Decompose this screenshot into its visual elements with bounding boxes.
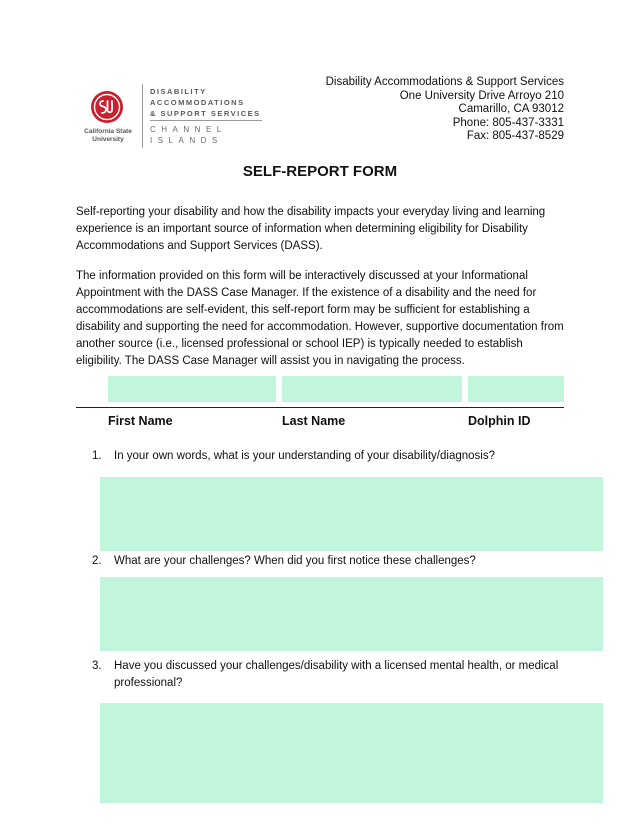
logo-rule	[150, 120, 262, 121]
logo-divider	[142, 84, 143, 148]
question-text: Have you discussed your challenges/disability with a licensed mental health, or medical professional?	[114, 660, 559, 689]
question-text: What are your challenges? When did you first notice these challenges?	[114, 555, 476, 567]
first-name-label: First Name	[108, 414, 173, 428]
logo-dept-line: DISABILITY	[150, 87, 207, 96]
address-phone: Phone: 805-437-3331	[452, 116, 564, 129]
answer-field-1[interactable]	[100, 477, 603, 551]
intro-paragraph: The information provided on this form will be interactively discussed at your Informational Appointment with the DASS Case Manager. If the existence of a disability and the need for accommodations are self-evident, this self-report form may be sufficient for establishing a disability and supporting the need for accommodation. However, supportive documentation from another source (i.e., licensed professional or school IEP) is typically needed to establish eligibility. The DASS Case Manager will assist you in navigating the process.	[76, 270, 564, 367]
question-number: 1.	[92, 450, 102, 462]
intro-paragraph: Self-reporting your disability and how the disability impacts your everyday living and learning experience is an important source of information when determining eligibility for Disability Accommodations and Support Services (DASS).	[76, 206, 546, 252]
address-line: One University Drive Arroyo 210	[399, 89, 564, 102]
question-number: 2.	[92, 555, 102, 567]
first-name-field[interactable]	[108, 376, 276, 402]
answer-field-2[interactable]	[100, 577, 603, 651]
logo-university-name: California State University	[84, 128, 132, 143]
address-line: Disability Accommodations & Support Services	[325, 76, 564, 88]
address-line: Camarillo, CA 93012	[458, 103, 564, 115]
logo-campus-line: ISLANDS	[150, 136, 223, 145]
dolphin-id-label: Dolphin ID	[468, 414, 531, 428]
question-text: In your own words, what is your understanding of your disability/diagnosis?	[114, 450, 495, 462]
csu-seal-logo	[90, 90, 124, 124]
last-name-label: Last Name	[282, 414, 346, 428]
address-fax: Fax: 805-437-8529	[466, 130, 564, 142]
logo-dept-line: & SUPPORT SERVICES	[150, 109, 261, 118]
name-underline	[76, 407, 564, 408]
logo-campus	[150, 124, 227, 146]
form-title: SELF-REPORT FORM	[242, 163, 398, 180]
logo-department	[150, 86, 261, 119]
logo-dept-line: ACCOMMODATIONS	[150, 98, 245, 107]
answer-field-3[interactable]	[100, 703, 603, 803]
question-number: 3.	[92, 660, 102, 672]
last-name-field[interactable]	[282, 376, 462, 402]
logo-campus-line: CHANNEL	[150, 125, 227, 134]
dolphin-id-field[interactable]	[468, 376, 564, 402]
office-address	[326, 76, 564, 144]
